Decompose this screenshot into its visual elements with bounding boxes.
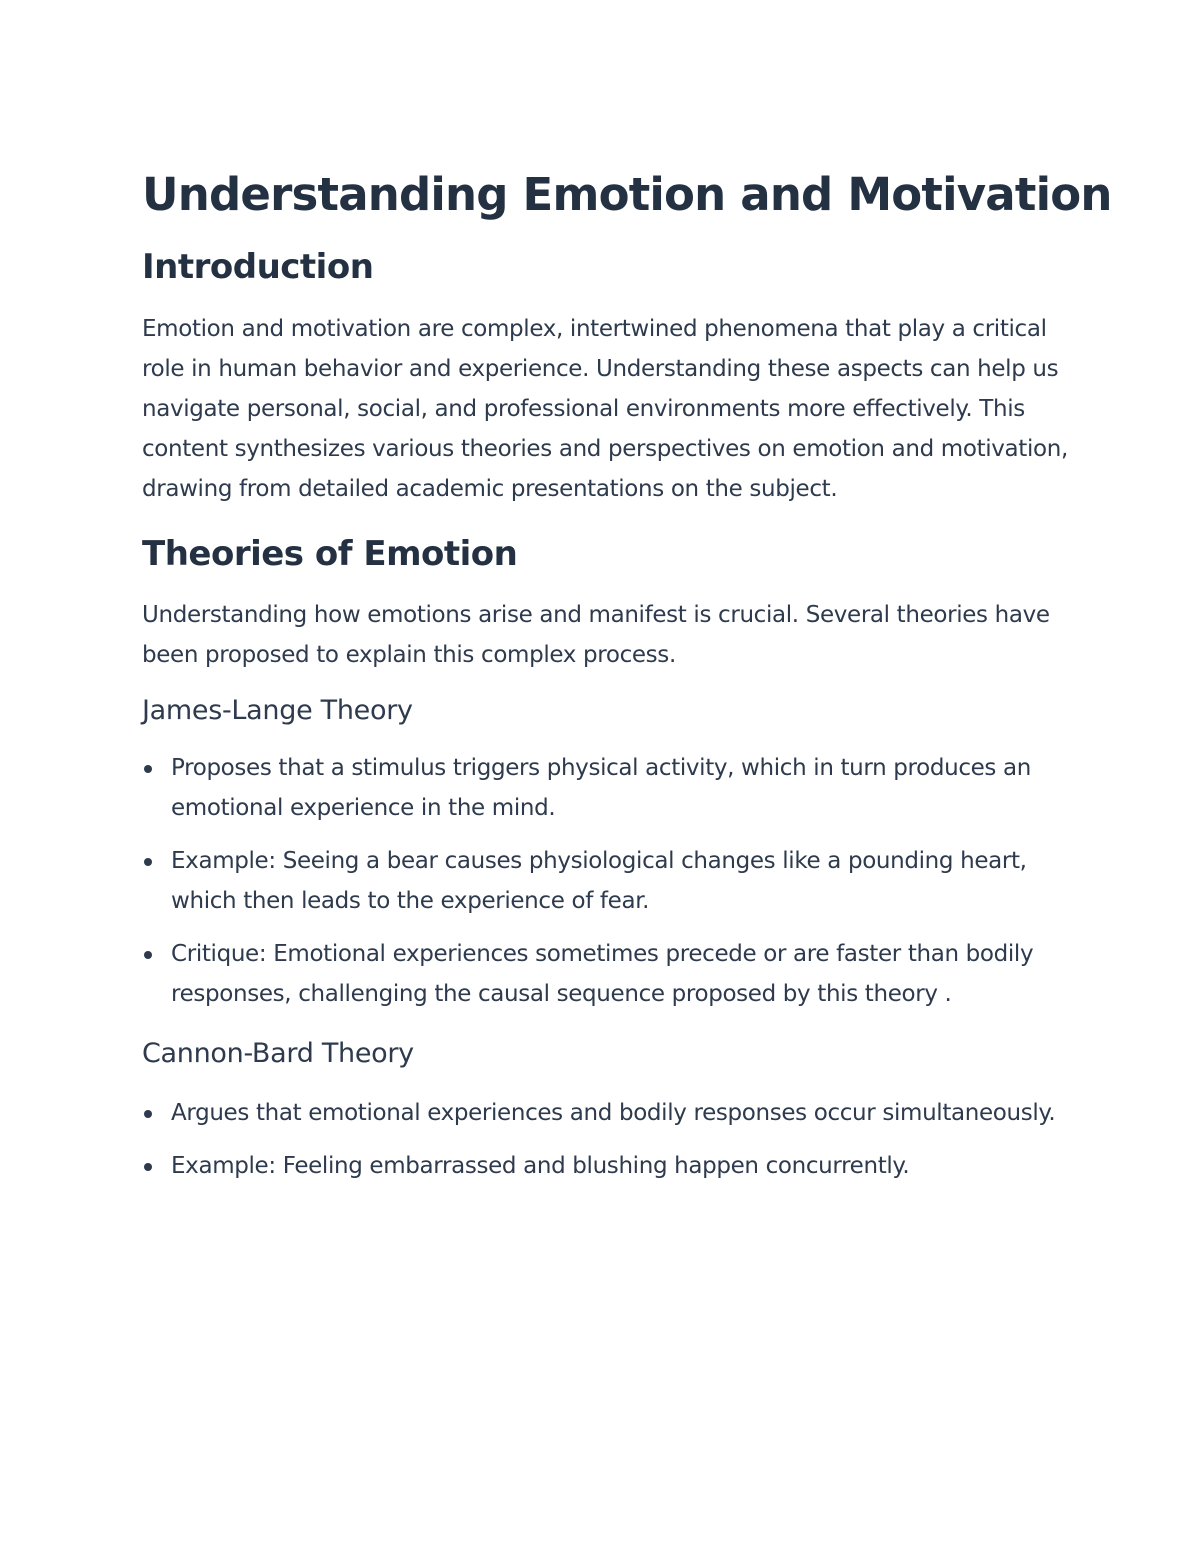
list-item-text: Critique: Emotional experiences sometimes precede or are faster than bodily responses, challenging the causal sequence proposed by this theory .	[171, 941, 1034, 1007]
list-item	[142, 1094, 1072, 1134]
section-heading-theories-of-emotion: Theories of Emotion	[142, 534, 518, 574]
theories-paragraph: Understanding how emotions arise and manifest is crucial. Several theories have been proposed to explain this complex process.	[142, 602, 1050, 668]
bullet-icon	[144, 765, 152, 773]
introduction-paragraph: Emotion and motivation are complex, intertwined phenomena that play a critical role in human behavior and experience. Understanding these aspects can help us navigate personal, social, and professional environments more effectively. This content synthesizes various theories and perspectives on emotion and motivation, drawing from detailed academic presentations on the subject.	[142, 316, 1068, 502]
document-title: Understanding Emotion and Motivation	[142, 168, 1112, 221]
list-item-text: Argues that emotional experiences and bodily responses occur simultaneously.	[171, 1100, 1056, 1126]
document-page	[142, 160, 1112, 1186]
list-item-text: Example: Seeing a bear causes physiological changes like a pounding heart, which then leads to the experience of fear.	[171, 848, 1027, 914]
bullet-icon	[144, 1110, 152, 1118]
subsection-heading-james-lange: James-Lange Theory	[142, 695, 413, 726]
list-item-text: Example: Feeling embarrassed and blushing happen concurrently.	[171, 1152, 910, 1179]
subsection-heading-cannon-bard: Cannon-Bard Theory	[142, 1038, 414, 1069]
list-item	[142, 935, 1072, 1014]
james-lange-list	[142, 749, 1072, 1014]
section-heading-introduction: Introduction	[142, 247, 374, 287]
list-item	[142, 842, 1072, 921]
list-item	[142, 749, 1072, 828]
bullet-icon	[144, 1163, 152, 1171]
list-item-text: Proposes that a stimulus triggers physical activity, which in turn produces an emotional experience in the mind.	[171, 755, 1031, 821]
list-item	[142, 1147, 1072, 1187]
cannon-bard-list	[142, 1094, 1072, 1186]
bullet-icon	[144, 951, 152, 959]
bullet-icon	[144, 858, 152, 866]
